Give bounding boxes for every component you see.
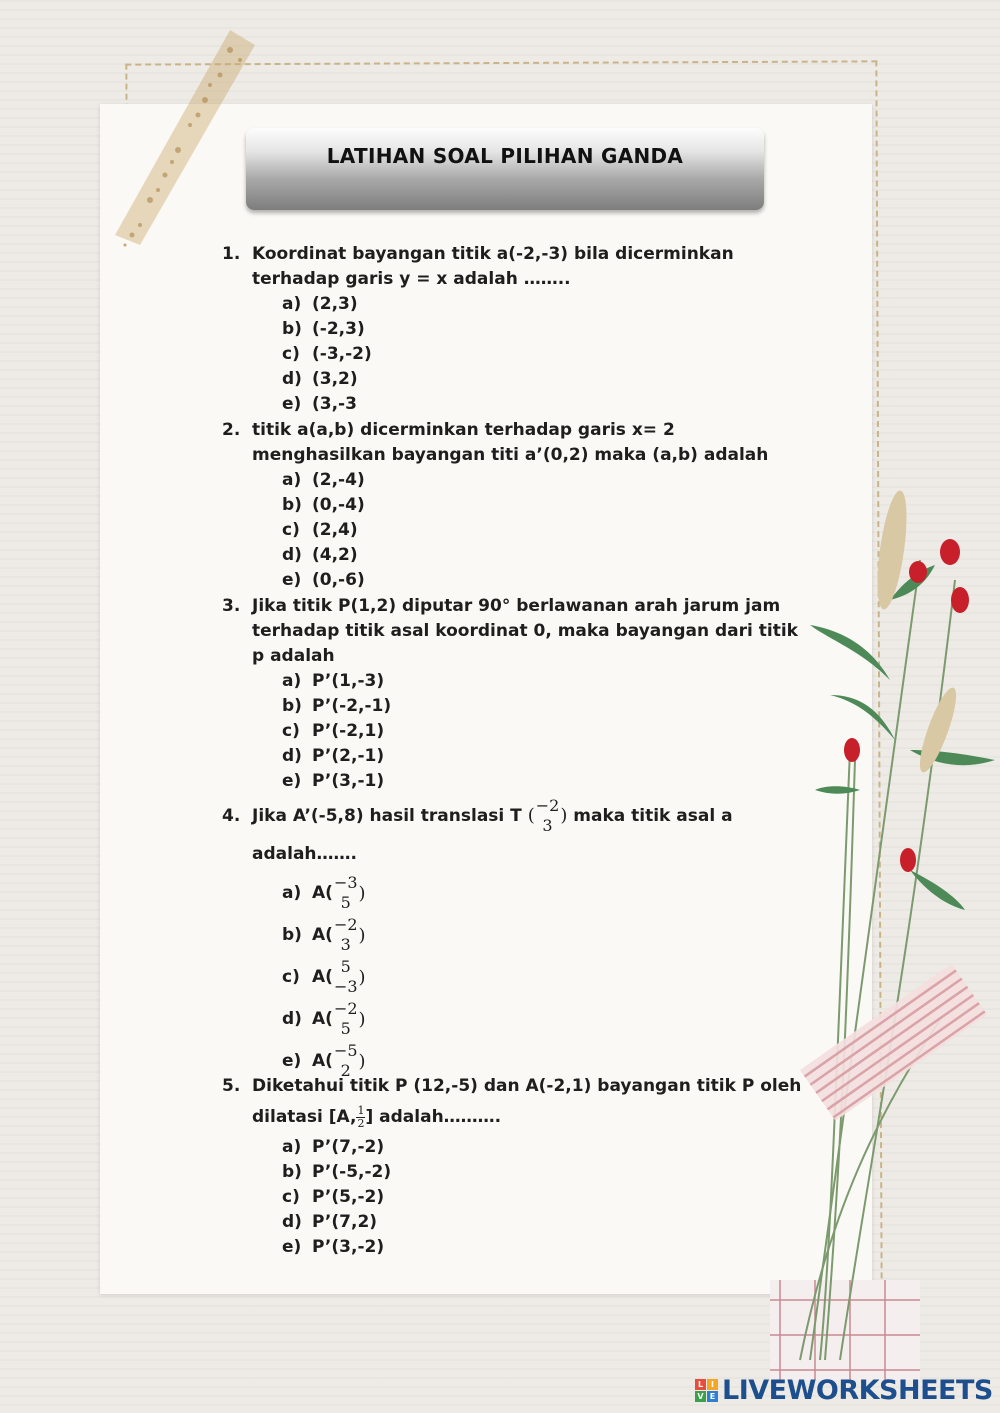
option-text: P’(2,-1) bbox=[312, 746, 385, 766]
answer-option[interactable] bbox=[222, 1235, 812, 1260]
option-label: e) bbox=[282, 771, 302, 791]
answer-option[interactable] bbox=[222, 342, 812, 367]
answer-option[interactable] bbox=[222, 367, 812, 392]
question-text: Diketahui titik P (12,-5) dan A(-2,1) bayangan titik P oleh bbox=[252, 1076, 802, 1096]
option-label: a) bbox=[282, 883, 302, 903]
option-label: e) bbox=[282, 1051, 302, 1071]
answer-option[interactable] bbox=[222, 1160, 812, 1185]
question-text: terhadap garis y = x adalah …….. bbox=[252, 269, 571, 289]
option-label: c) bbox=[282, 967, 300, 987]
option-label: c) bbox=[282, 1187, 300, 1207]
vector-bottom: 3 bbox=[542, 816, 553, 835]
option-text: (0,-6) bbox=[312, 570, 365, 590]
logo-letter: E bbox=[707, 1391, 718, 1402]
fraction-numerator: 1 bbox=[357, 1103, 365, 1117]
option-label: a) bbox=[282, 470, 302, 490]
option-label: a) bbox=[282, 1137, 302, 1157]
answer-option[interactable] bbox=[222, 493, 812, 518]
vector-top: 5 bbox=[340, 957, 351, 976]
answer-option[interactable] bbox=[222, 543, 812, 568]
question-number: 3. bbox=[222, 596, 241, 616]
option-label: b) bbox=[282, 495, 302, 515]
option-text: P’(-2,1) bbox=[312, 721, 385, 741]
vector-top: −2 bbox=[535, 796, 560, 815]
option-label: d) bbox=[282, 746, 302, 766]
answer-option[interactable] bbox=[222, 468, 812, 493]
option-text: P’(3,-2) bbox=[312, 1237, 385, 1257]
question-number: 4. bbox=[222, 806, 241, 826]
answer-option[interactable]: d) A( −2 5 ) bbox=[282, 999, 366, 1038]
question-text: titik a(a,b) dicerminkan terhadap garis x= 2 bbox=[252, 420, 675, 440]
question-text: dilatasi [A, bbox=[252, 1107, 357, 1127]
answer-option[interactable] bbox=[222, 568, 812, 593]
option-label: d) bbox=[282, 1212, 302, 1232]
option-label: d) bbox=[282, 369, 302, 389]
fraction-denominator: 2 bbox=[357, 1116, 365, 1130]
answer-option[interactable] bbox=[222, 669, 812, 694]
option-label: b) bbox=[282, 925, 302, 945]
question-1 bbox=[222, 242, 812, 417]
vector-top: −3 bbox=[333, 873, 358, 892]
option-text: P’(-2,-1) bbox=[312, 696, 392, 716]
question-4: 4. Jika A’(-5,8) hasil translasi T ( −2 3 ) maka titik asal a adalah……. a) A( −3 5 ) b) A( −2 3 ) c) A( 5 −3 ) d) A( −2 5 ) e) A( −5 2 ) bbox=[222, 796, 812, 1082]
question-text: Jika titik P(1,2) diputar 90° berlawanan arah jarum jam bbox=[252, 596, 781, 616]
answer-option[interactable] bbox=[222, 769, 812, 794]
answer-option[interactable]: b) A( −2 3 ) bbox=[282, 915, 366, 954]
option-prefix: A( bbox=[312, 967, 333, 987]
option-prefix: A( bbox=[312, 883, 333, 903]
option-label: b) bbox=[282, 319, 302, 339]
option-text: (0,-4) bbox=[312, 495, 365, 515]
flower-decoration bbox=[770, 460, 1000, 1380]
answer-option[interactable] bbox=[222, 719, 812, 744]
option-text: (3,-3 bbox=[312, 394, 357, 414]
option-vector bbox=[334, 873, 358, 913]
option-label: c) bbox=[282, 344, 300, 364]
option-label: d) bbox=[282, 1009, 302, 1029]
option-text: (-2,3) bbox=[312, 319, 365, 339]
answer-option[interactable] bbox=[222, 744, 812, 769]
question-text: Jika A’(-5,8) hasil translasi T bbox=[252, 806, 522, 826]
option-prefix: A( bbox=[312, 925, 333, 945]
answer-option[interactable] bbox=[222, 1135, 812, 1160]
watermark-text: LIVEWORKSHEETS bbox=[722, 1374, 993, 1406]
option-label: d) bbox=[282, 545, 302, 565]
answer-option[interactable] bbox=[222, 1185, 812, 1210]
question-3 bbox=[222, 594, 812, 794]
answer-option[interactable]: a) A( −3 5 ) bbox=[282, 873, 366, 912]
option-text: (-3,-2) bbox=[312, 344, 372, 364]
question-number: 2. bbox=[222, 420, 241, 440]
question-text: terhadap titik asal koordinat 0, maka bayangan dari titik bbox=[252, 621, 798, 641]
option-text: (2,3) bbox=[312, 294, 358, 314]
option-prefix: A( bbox=[312, 1009, 333, 1029]
option-text: P’(1,-3) bbox=[312, 671, 385, 691]
option-label: e) bbox=[282, 570, 302, 590]
question-text: p adalah bbox=[252, 646, 335, 666]
question-text: adalah……. bbox=[252, 844, 357, 864]
option-vector bbox=[334, 915, 358, 955]
option-text: (2,-4) bbox=[312, 470, 365, 490]
title-banner bbox=[246, 128, 764, 210]
option-text: P’(-5,-2) bbox=[312, 1162, 392, 1182]
vector-top: −5 bbox=[333, 1041, 358, 1060]
answer-option[interactable] bbox=[222, 392, 812, 417]
question-text: ] adalah………. bbox=[365, 1107, 502, 1127]
vector-top: −2 bbox=[333, 915, 358, 934]
option-text: (3,2) bbox=[312, 369, 358, 389]
translation-vector bbox=[536, 796, 560, 836]
answer-option[interactable]: e) A( −5 2 ) bbox=[282, 1041, 366, 1080]
question-number: 1. bbox=[222, 244, 241, 264]
vector-top: −2 bbox=[333, 999, 358, 1018]
option-vector bbox=[334, 957, 358, 997]
answer-option[interactable] bbox=[222, 694, 812, 719]
vector-bottom: 5 bbox=[340, 1019, 351, 1038]
question-5 bbox=[222, 1074, 812, 1260]
question-text: menghasilkan bayangan titi a’(0,2) maka (a,b) adalah bbox=[252, 445, 769, 465]
question-text: maka titik asal a bbox=[573, 806, 733, 826]
question-2 bbox=[222, 418, 812, 593]
liveworksheets-logo-icon bbox=[695, 1379, 718, 1402]
option-label: a) bbox=[282, 294, 302, 314]
vector-bottom: 5 bbox=[340, 893, 351, 912]
option-vector bbox=[334, 999, 358, 1039]
option-text: P’(7,2) bbox=[312, 1212, 378, 1232]
option-text: P’(3,-1) bbox=[312, 771, 385, 791]
option-prefix: A( bbox=[312, 1051, 333, 1071]
option-label: e) bbox=[282, 1237, 302, 1257]
option-label: b) bbox=[282, 1162, 302, 1182]
logo-letter: I bbox=[707, 1379, 718, 1390]
logo-letter: V bbox=[695, 1391, 706, 1402]
option-label: e) bbox=[282, 394, 302, 414]
option-label: c) bbox=[282, 520, 300, 540]
vector-bottom: 2 bbox=[340, 1061, 351, 1080]
answer-option[interactable]: c) A( 5 −3 ) bbox=[282, 957, 366, 996]
page-title: LATIHAN SOAL PILIHAN GANDA bbox=[326, 144, 684, 168]
question-number: 5. bbox=[222, 1076, 241, 1096]
option-text: P’(7,-2) bbox=[312, 1137, 385, 1157]
logo-letter: L bbox=[695, 1379, 706, 1390]
question-text: Koordinat bayangan titik a(-2,-3) bila dicerminkan bbox=[252, 244, 734, 264]
vector-bottom: −3 bbox=[333, 977, 358, 996]
answer-option[interactable] bbox=[222, 317, 812, 342]
answer-option[interactable] bbox=[222, 518, 812, 543]
option-label: b) bbox=[282, 696, 302, 716]
answer-option[interactable] bbox=[222, 292, 812, 317]
option-text: P’(5,-2) bbox=[312, 1187, 385, 1207]
liveworksheets-watermark[interactable] bbox=[695, 1374, 993, 1406]
option-text: (2,4) bbox=[312, 520, 358, 540]
option-label: a) bbox=[282, 671, 302, 691]
option-label: c) bbox=[282, 721, 300, 741]
option-text: (4,2) bbox=[312, 545, 358, 565]
answer-option[interactable] bbox=[222, 1210, 812, 1235]
vector-bottom: 3 bbox=[340, 935, 351, 954]
